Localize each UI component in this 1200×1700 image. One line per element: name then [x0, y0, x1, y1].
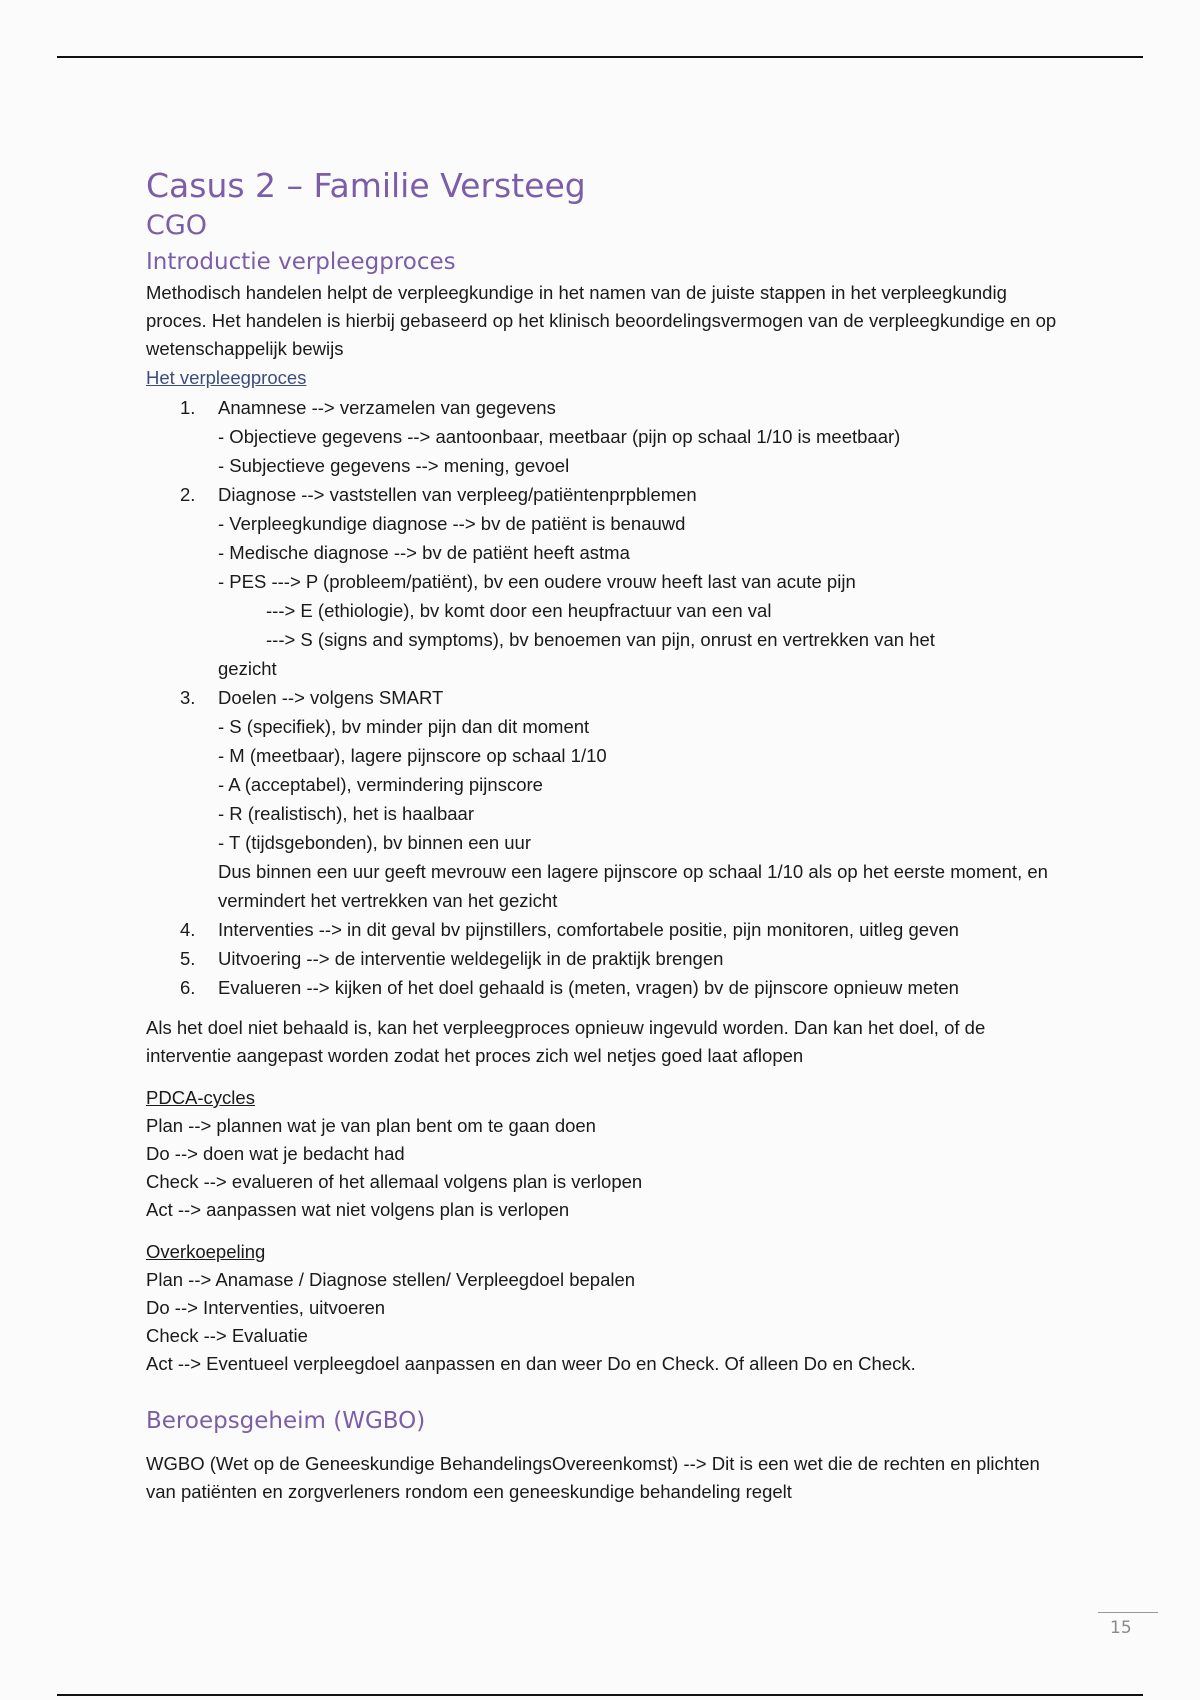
overkoepeling-line: Plan --> Anamase / Diagnose stellen/ Verpleegdoel bepalen [146, 1269, 636, 1290]
list-item: 4. Interventies --> in dit geval bv pijnstillers, comfortabele positie, pijn monitoren, uitleg geven [180, 919, 959, 940]
overkoepeling-block [146, 1238, 1066, 1378]
wgbo-heading: Beroepsgeheim (WGBO) [146, 1408, 426, 1434]
overkoepeling-heading: Overkoepeling [146, 1241, 266, 1262]
pdca-line: Act --> aanpassen wat niet volgens plan is verlopen [146, 1199, 570, 1220]
footer-divider [1098, 1612, 1158, 1613]
overkoepeling-line: Act --> Eventueel verpleegdoel aanpassen en dan weer Do en Check. Of alleen Do en Check. [146, 1353, 916, 1374]
list-item: 1. Anamnese --> verzamelen van gegevens - Objectieve gegevens --> aantoonbaar, meetbaar (pijn op schaal 1/10 is meetbaar) - Subjectieve gegevens --> mening, gevoel [180, 397, 901, 476]
pdca-heading: PDCA-cycles [146, 1087, 255, 1108]
overkoepeling-line: Do --> Interventies, uitvoeren [146, 1297, 386, 1318]
pdca-line: Do --> doen wat je bedacht had [146, 1143, 405, 1164]
overkoepeling-line: Check --> Evaluatie [146, 1325, 308, 1346]
list-item: 6. Evalueren --> kijken of het doel gehaald is (meten, vragen) bv de pijnscore opnieuw meten [180, 977, 959, 998]
page-title: Casus 2 – Familie Versteeg [146, 166, 586, 205]
steps-list [146, 393, 1066, 1002]
page-number: 15 [1110, 1618, 1132, 1638]
pdca-line: Check --> evalueren of het allemaal volgens plan is verlopen [146, 1171, 643, 1192]
section-title-cgo: CGO [146, 210, 208, 241]
top-rule [57, 56, 1143, 58]
wgbo-paragraph: WGBO (Wet op de Geneeskundige BehandelingsOvereenkomst) --> Dit is een wet die de rechten en plichten van patiënten en zorgverleners rondom een geneeskundige behandeling regelt [146, 1453, 1040, 1502]
bottom-rule [57, 1694, 1143, 1696]
intro-paragraph: Methodisch handelen helpt de verpleegkundige in het namen van de juiste stappen in het verpleegkundig proces. Het handelen is hierbij gebaseerd op het klinisch beoordelingsvermogen van de verpleegkundige en op wetenschappelijk bewijs [146, 282, 1057, 359]
list-item: 3. Doelen --> volgens SMART - S (specifiek), bv minder pijn dan dit moment - M (meetbaar), lagere pijnscore op schaal 1/10 - A (acceptabel), vermindering pijnscore - R (realistisch), het is haalbaar - T (tijdsgebonden), bv binnen een uur Dus binnen een uur geeft mevrouw een lagere pijnscore op schaal 1/10 als op het eerste moment, en vermindert het vertrekken van het gezicht [180, 687, 1048, 911]
list-item: 2. Diagnose --> vaststellen van verpleeg/patiëntenprpblemen - Verpleegkundige diagnose --> bv de patiënt is benauwd - Medische diagnose --> bv de patiënt heeft astma - PES ---> P (probleem/patiënt), bv een oudere vrouw heeft last van acute pijn ---> E (ethiologie), bv komt door een heupfractuur van een val ---> S (signs and symptoms), bv benoemen van pijn, onrust en vertrekken van het gezicht [180, 484, 935, 679]
document-body [146, 165, 1066, 1506]
pdca-line: Plan --> plannen wat je van plan bent om te gaan doen [146, 1115, 596, 1136]
verpleegproces-link[interactable]: Het verpleegproces [146, 367, 307, 388]
list-item: 5. Uitvoering --> de interventie weldegelijk in de praktijk brengen [180, 948, 724, 969]
intro-heading: Introductie verpleegproces [146, 249, 456, 275]
after-steps-paragraph: Als het doel niet behaald is, kan het verpleegproces opnieuw ingevuld worden. Dan kan het doel, of de interventie aangepast worden zodat het proces zich wel netjes goed laat aflopen [146, 1017, 986, 1066]
pdca-block [146, 1084, 1066, 1224]
